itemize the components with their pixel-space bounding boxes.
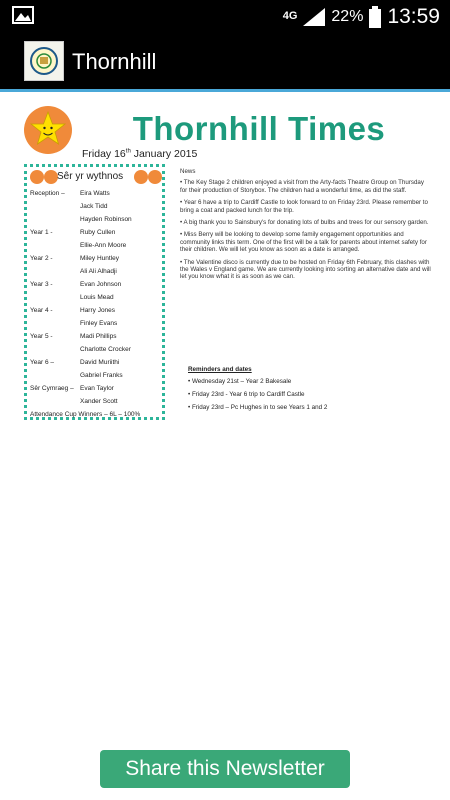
share-newsletter-button[interactable]: Share this Newsletter: [100, 750, 350, 788]
news-item: • A big thank you to Sainsbury's for donating lots of bulbs and trees for our sensory garden.: [180, 219, 429, 227]
list-item: Year 3 - Evan Johnson: [30, 281, 122, 288]
school-star-logo-icon: [22, 104, 74, 160]
newsletter-page[interactable]: [20, 98, 432, 428]
news-label: News: [180, 168, 196, 175]
list-item: Louis Mead: [80, 294, 114, 301]
medal-icon: [44, 170, 58, 184]
list-item: Charlotte Crocker: [80, 346, 131, 353]
stars-of-the-week-box: [24, 164, 165, 420]
list-item: Ali Ali Alhadji: [80, 268, 117, 275]
list-item: Jack Tidd: [80, 203, 108, 210]
list-item: Year 4 - Harry Jones: [30, 307, 116, 314]
medal-icon: [30, 170, 44, 184]
app-bar-divider: [0, 89, 450, 92]
news-column: [180, 168, 432, 286]
reminders-heading: Reminders and dates: [188, 366, 252, 373]
app-logo-icon[interactable]: [24, 41, 64, 81]
clock: 13:59: [387, 4, 440, 28]
status-bar: [0, 0, 450, 33]
issue-date: Friday 16th January 2015: [82, 148, 198, 160]
medal-icon: [148, 170, 162, 184]
list-item: Hayden Robinson: [80, 216, 132, 223]
newsletter-title: Thornhill Times: [132, 110, 386, 147]
list-item: Finley Evans: [80, 320, 118, 327]
stars-list: [30, 187, 165, 421]
battery-icon: [369, 6, 381, 28]
attendance-cup-line: Attendance Cup Winners – 6L – 100%: [30, 411, 141, 418]
list-item: Reception – Eira Watts: [30, 190, 110, 197]
list-item: Ellie-Ann Moore: [80, 242, 127, 249]
reminder-item: • Wednesday 21st – Year 2 Bakesale: [188, 378, 292, 385]
list-item: Year 5 - Madi Phillips: [30, 333, 117, 340]
news-item: • The Key Stage 2 children enjoyed a visit from the Arty-facts Theatre Group on Thursday for their production of Storybox. The children had a wonderful time, as did the staff.: [180, 179, 424, 194]
list-item: Year 6 – David Muriithi: [30, 359, 120, 366]
news-item: • Miss Berry will be looking to develop some family engagement opportunities and community links this term. One of the first will be a talk for parents about internet safety for their children. We will let you know as soon as a date is arranged.: [180, 231, 427, 254]
news-item: • The Valentine disco is currently due to be hosted on Friday 6th February, this clashes with the Wales v England game. We are currently looking into sorting an alternative date and will let you know what it is as soon as we can.: [180, 258, 431, 281]
reminders-section: [188, 366, 428, 417]
news-item: • Year 6 have a trip to Cardiff Castle to look forward to on Friday 23rd. Please remember to bring a coat and packed lunch for the trip.: [180, 199, 428, 214]
reminder-item: • Friday 23rd - Year 6 trip to Cardiff Castle: [188, 391, 305, 398]
network-type: 4G: [282, 10, 298, 22]
stars-box-title: Sêr yr wythnos: [57, 171, 124, 182]
list-item: Gabriel Franks: [80, 372, 123, 379]
app-bar: [0, 33, 450, 89]
reminder-item: • Friday 23rd – Pc Hughes in to see Years 1 and 2: [188, 404, 328, 411]
medal-icon: [134, 170, 148, 184]
battery-percent: 22%: [331, 7, 364, 25]
list-item: Year 1 - Ruby Cullen: [30, 229, 116, 236]
app-title: Thornhill: [72, 49, 157, 74]
list-item: Xander Scott: [80, 398, 118, 405]
signal-icon: [303, 8, 325, 26]
list-item: Sêr Cymraeg – Evan Taylor: [30, 385, 114, 392]
image-notification-icon: [12, 6, 34, 24]
list-item: Year 2 - Miley Huntley: [30, 255, 120, 262]
